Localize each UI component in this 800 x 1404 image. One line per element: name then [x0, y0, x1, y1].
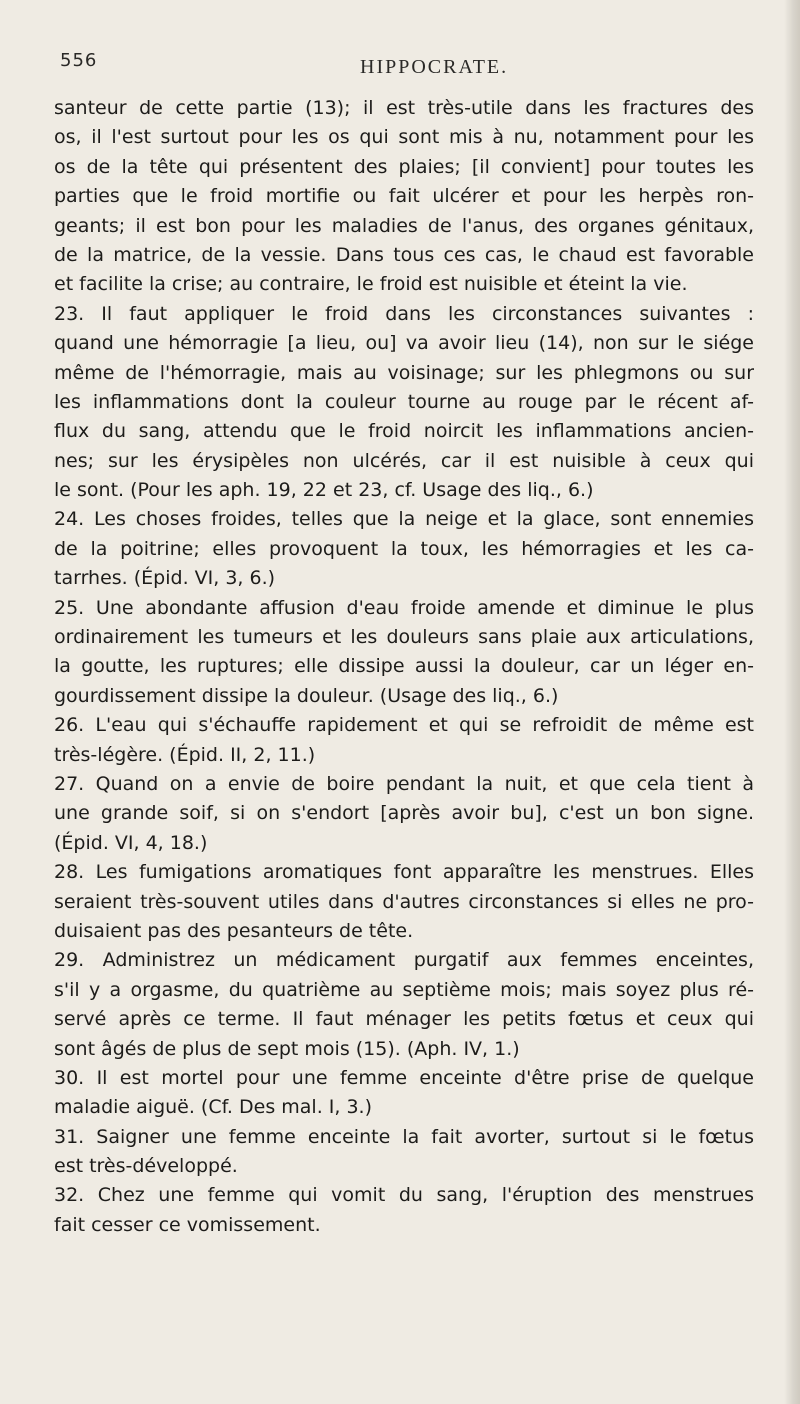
- text-line: servé après ce terme. Il faut ménager les petits fœtus et ceux qui: [54, 1008, 754, 1031]
- text-line: maladie aiguë. (Cf. Des mal. I, 3.): [54, 1096, 372, 1119]
- text-line: os, il l'est surtout pour les os qui sont mis à nu, notamment pour les: [54, 126, 754, 149]
- text-line: 23. Il faut appliquer le froid dans les circonstances suivantes :: [54, 302, 754, 325]
- text-line: 25. Une abondante affusion d'eau froide amende et diminue le plus: [54, 596, 754, 619]
- text-line: est très-développé.: [54, 1155, 238, 1178]
- text-line: les inflammations dont la couleur tourne au rouge par le récent af-: [54, 390, 754, 413]
- page-header: [0, 50, 800, 86]
- text-line: parties que le froid mortifie ou fait ulcérer et pour les herpès ron-: [54, 185, 754, 208]
- text-line: s'il y a orgasme, du quatrième au septième mois; mais soyez plus ré-: [54, 978, 754, 1001]
- text-line: 28. Les fumigations aromatiques font apparaître les menstrues. Elles: [54, 861, 754, 884]
- text-line: 29. Administrez un médicament purgatif aux femmes enceintes,: [54, 949, 754, 972]
- text-line: nes; sur les érysipèles non ulcérés, car il est nuisible à ceux qui: [54, 449, 754, 472]
- text-line: 26. L'eau qui s'échauffe rapidement et qui se refroidit de même est: [54, 714, 754, 737]
- text-line: de la poitrine; elles provoquent la toux, les hémorragies et les ca-: [54, 537, 754, 560]
- text-line: même de l'hémorragie, mais au voisinage; sur les phlegmons ou sur: [54, 361, 754, 384]
- text-line: tarrhes. (Épid. VI, 3, 6.): [54, 567, 276, 590]
- running-title: HIPPOCRATE.: [360, 56, 509, 78]
- page-number: 556: [60, 50, 98, 71]
- text-line: très-légère. (Épid. II, 2, 11.): [54, 743, 316, 766]
- text-line: 32. Chez une femme qui vomit du sang, l'éruption des menstrues: [54, 1184, 754, 1207]
- text-line: le sont. (Pour les aph. 19, 22 et 23, cf. Usage des liq., 6.): [54, 479, 594, 502]
- text-line: la goutte, les ruptures; elle dissipe aussi la douleur, car un léger en-: [54, 655, 754, 678]
- text-line: (Épid. VI, 4, 18.): [54, 831, 208, 854]
- text-line: santeur de cette partie (13); il est très-utile dans les fractures des: [54, 97, 754, 119]
- text-line: de la matrice, de la vessie. Dans tous ces cas, le chaud est favorable: [54, 243, 754, 266]
- text-line: et facilite la crise; au contraire, le froid est nuisible et éteint la vie.: [54, 273, 688, 296]
- body-text: [54, 94, 754, 1240]
- text-line: gourdissement dissipe la douleur. (Usage des liq., 6.): [54, 684, 559, 707]
- text-line: une grande soif, si on s'endort [après avoir bu], c'est un bon signe.: [54, 802, 754, 825]
- text-line: sont âgés de plus de sept mois (15). (Aph. IV, 1.): [54, 1037, 520, 1060]
- text-line: geants; il est bon pour les maladies de l'anus, des organes génitaux,: [54, 214, 754, 237]
- text-line: flux du sang, attendu que le froid noircit les inflammations ancien-: [54, 420, 754, 443]
- text-line: 31. Saigner une femme enceinte la fait avorter, surtout si le fœtus: [54, 1125, 754, 1148]
- text-line: 30. Il est mortel pour une femme enceinte d'être prise de quelque: [54, 1066, 754, 1089]
- text-line: 24. Les choses froides, telles que la neige et la glace, sont ennemies: [54, 508, 754, 531]
- text-line: os de la tête qui présentent des plaies; [il convient] pour toutes les: [54, 155, 754, 178]
- text-line: ordinairement les tumeurs et les douleurs sans plaie aux articulations,: [54, 626, 754, 649]
- page-edge-shadow: [784, 0, 800, 1404]
- text-line: seraient très-souvent utiles dans d'autres circonstances si elles ne pro-: [54, 890, 754, 913]
- text-line: 27. Quand on a envie de boire pendant la nuit, et que cela tient à: [54, 772, 754, 795]
- text-line: fait cesser ce vomissement.: [54, 1213, 321, 1236]
- text-line: quand une hémorragie [a lieu, ou] va avoir lieu (14), non sur le siége: [54, 332, 754, 355]
- text-line: duisaient pas des pesanteurs de tête.: [54, 919, 414, 942]
